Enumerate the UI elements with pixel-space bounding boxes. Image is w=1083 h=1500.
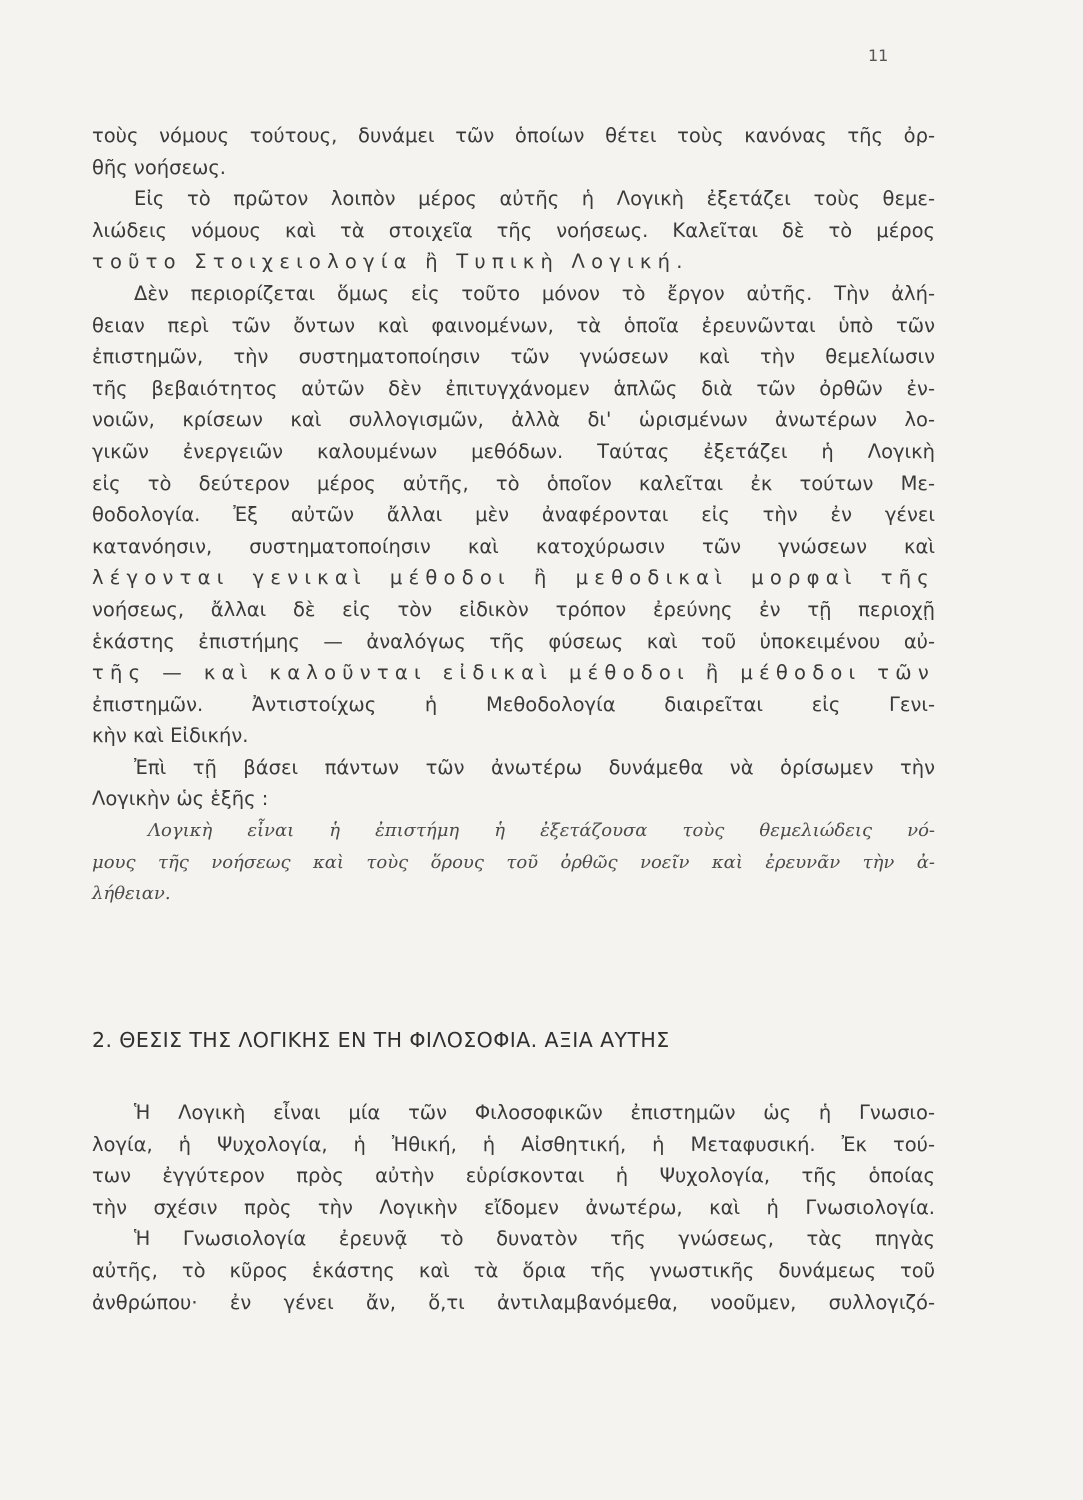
text-line: νοιῶν, κρίσεων καὶ συλλογισμῶν, ἀλλὰ δι' ὡρισμένων ἀνωτέρων λο- [92, 408, 935, 432]
definition-line: λήθειαν. [92, 883, 171, 905]
text-line: Ἡ Λογικὴ εἶναι μία τῶν Φιλοσοφικῶν ἐπιστημῶν ὡς ἡ Γνωσιο- [134, 1101, 935, 1124]
text-line: αὐτῆς, τὸ κῦρος ἑκάστης καὶ τὰ ὅρια τῆς γνωστικῆς δυνάμεως τοῦ [92, 1258, 935, 1282]
text-line: ἐπιστημῶν, τὴν συστηματοποίησιν τῶν γνώσεων καὶ τὴν θεμελίωσιν [92, 345, 935, 369]
text-line: νοήσεως, ἄλλαι δὲ εἰς τὸν εἰδικὸν τρόπον ἐρεύνης ἐν τῇ περιοχῇ [92, 597, 935, 621]
text-line: θειαν περὶ τῶν ὄντων καὶ φαινομένων, τὰ ὁποῖα ἐρευνῶνται ὑπὸ τῶν [92, 313, 935, 337]
text-line: Λογικὴν ὡς ἑξῆς : [92, 787, 269, 811]
text-line: τὴν σχέσιν πρὸς τὴν Λογικὴν εἴδομεν ἀνωτέρω, καὶ ἡ Γνωσιολογία. [92, 1195, 935, 1219]
definition-line: μους τῆς νοήσεως καὶ τοὺς ὅρους τοῦ ὀρθῶς νοεῖν καὶ ἐρευνᾶν τὴν ἀ- [92, 851, 935, 873]
text-line: εἰς τὸ δεύτερον μέρος αὐτῆς, τὸ ὁποῖον καλεῖται ἐκ τούτων Με- [92, 471, 935, 495]
section-1-body [92, 120, 935, 910]
page-number: 11 [868, 46, 889, 65]
text-line: Ἡ Γνωσιολογία ἐρευνᾷ τὸ δυνατὸν τῆς γνώσεως, τὰς πηγὰς [134, 1227, 935, 1251]
text-line: ἑκάστης ἐπιστήμης — ἀναλόγως τῆς φύσεως καὶ τοῦ ὑποκειμένου αὐ- [92, 629, 935, 653]
text-line: ἐπιστημῶν. Ἀντιστοίχως ἡ Μεθοδολογία διαιρεῖται εἰς Γενι- [92, 692, 935, 716]
text-line: Ἐπὶ τῇ βάσει πάντων τῶν ἀνωτέρω δυνάμεθα νὰ ὁρίσωμεν τὴν [134, 755, 935, 779]
text-line: θοδολογία. Ἐξ αὐτῶν ἄλλαι μὲν ἀναφέρονται εἰς τὴν ἐν γένει [92, 503, 935, 527]
text-line: κατανόησιν, συστηματοποίησιν καὶ κατοχύρωσιν τῶν γνώσεων καὶ [92, 534, 935, 558]
text-line: λιώδεις νόμους καὶ τὰ στοιχεῖα τῆς νοήσεως. Καλεῖται δὲ τὸ μέρος [92, 218, 935, 242]
text-line: γικῶν ἐνεργειῶν καλουμένων μεθόδων. Ταύτας ἐξετάζει ἡ Λογικὴ [92, 439, 935, 463]
text-line: Δὲν περιορίζεται ὅμως εἰς τοῦτο μόνον τὸ ἔργον αὐτῆς. Τὴν ἀλή- [134, 281, 935, 305]
text-line: των ἐγγύτερον πρὸς αὐτὴν εὑρίσκονται ἡ Ψυχολογία, τῆς ὁποίας [92, 1164, 935, 1188]
text-line: θῆς νοήσεως. [92, 155, 226, 179]
text-line: τοὺς νόμους τούτους, δυνάμει τῶν ὁποίων θέτει τοὺς κανόνας τῆς ὀρ- [92, 124, 935, 147]
text-line: Εἰς τὸ πρῶτον λοιπὸν μέρος αὐτῆς ἡ Λογικὴ ἐξετάζει τοὺς θεμε- [134, 187, 935, 211]
section-heading: 2. ΘΕΣΙΣ ΤΗΣ ΛΟΓΙΚΗΣ ΕΝ ΤΗ ΦΙΛΟΣΟΦΙΑ. ΑΞΙΑ ΑΥΤΗΣ [92, 1028, 670, 1052]
text-line: λέγονται γενικαὶ μέθοδοι ἢ μεθοδικαὶ μορφαὶ τῆς [92, 566, 935, 590]
section-2-body [92, 1097, 935, 1318]
text-line: κὴν καὶ Εἰδικήν. [92, 724, 249, 748]
text-line: τῆς — καὶ καλοῦνται εἰδικαὶ μέθοδοι ἢ μέθοδοι τῶν [92, 661, 935, 685]
definition-line: Λογικὴ εἶναι ἡ ἐπιστήμη ἡ ἐξετάζουσα τοὺς θεμελιώδεις νό- [148, 820, 935, 842]
text-line: λογία, ἡ Ψυχολογία, ἡ Ἠθική, ἡ Αἰσθητική, ἡ Μεταφυσική. Ἐκ τού- [92, 1132, 935, 1156]
text-line: τῆς βεβαιότητος αὐτῶν δὲν ἐπιτυγχάνομεν ἁπλῶς διὰ τῶν ὀρθῶν ἐν- [92, 376, 935, 400]
text-line: τοῦτο Στοιχειολογία ἢ Τυπικὴ Λογική. [92, 250, 689, 274]
text-line: ἀνθρώπου· ἐν γένει ἄν, ὅ,τι ἀντιλαμβανόμεθα, νοοῦμεν, συλλογιζό- [92, 1290, 935, 1314]
